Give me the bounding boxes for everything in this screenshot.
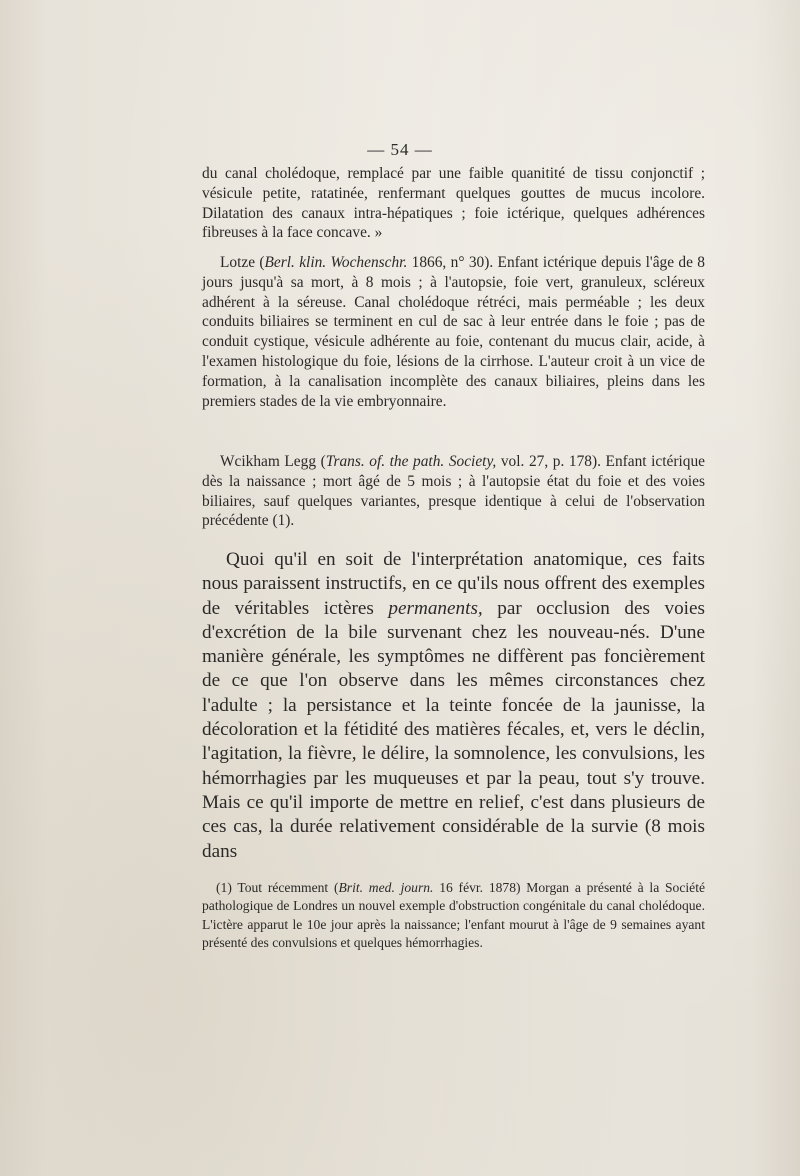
p1-text: du canal cholédoque, remplacé par une faible quanitité de tissu conjonctif ; vésicule petite, ratatinée, renfermant quelques gouttes de mucus incolore. Dilatation des canaux intra-hépatiques ; foie ictérique, quelques adhérences fibreuses à la face concave. » xyxy=(202,165,705,242)
case-paragraph-lotze xyxy=(202,253,705,411)
main-text-part1: Quoi qu'il en soit de l'interprétation anatomique, ces faits nous paraissent instructifs, en ce qu'ils nous offrent des exemples de véritables ictères xyxy=(202,549,705,619)
footnote-body: 16 févr. 1878) Morgan a présenté à la Société pathologique de Londres un nouvel exemple d'obstruction congénitale du canal cholédoque. L'ictère apparut le 10e jour après la naissance; l'enfant mourut à l'âge de 9 semaines ayant présenté des convulsions et quelques hémorrhagies. xyxy=(202,880,706,951)
case-paragraph-continuation xyxy=(202,164,705,243)
p3-citation: Trans. of. the path. Society, xyxy=(325,453,497,470)
case-paragraph-legg xyxy=(202,452,705,531)
main-emphasis: permanents, xyxy=(388,597,483,619)
main-paragraph xyxy=(202,548,705,864)
footnote xyxy=(202,879,705,953)
page-number: — 54 — xyxy=(367,140,433,159)
main-text-part2: par occlusion des voies d'excrétion de la bile survenant chez les nouveau-nés. D'une manière générale, les symptômes ne diffèrent pas foncièrement de ce que l'on observe dans les mêmes circonstances chez l'adulte ; la persistance et la teinte foncée de la jaunisse, la décoloration et la fétidité des matières fécales, et, vers le déclin, l'agitation, la fièvre, le délire, la somnolence, les convulsions, les hémorrhagies par les muqueuses et par la peau, tout s'y trouve. Mais ce qu'il importe de mettre en relief, c'est dans plusieurs de ces cas, la durée relativement considérable de la survie (8 mois dans xyxy=(202,597,705,862)
p2-citation: Berl. klin. Wochenschr. xyxy=(264,254,408,271)
p2-body: 1866, n° 30). Enfant ictérique depuis l'âge de 8 jours jusqu'à sa mort, à 8 mois ; à l'autopsie, foie vert, granuleux, scléreux adhérent à la séreuse. Canal cholédoque rétréci, mais perméable ; les deux conduits biliaires se terminent en cul de sac à leur entrée dans le foie ; pas de conduit cystique, vésicule adhérente au foie, contenant du mucus clair, acide, à l'examen histologique du foie, lésions de la cirrhose. L'auteur croit à un vice de formation, à la canalisation incomplète des canaux biliaires, pleins dans les premiers stades de la vie embryonnaire. xyxy=(202,254,705,410)
footnote-lead: (1) Tout récemment ( xyxy=(216,880,339,895)
p2-author: Lotze ( xyxy=(220,254,265,271)
footnote-citation: Brit. med. journ. xyxy=(338,880,434,895)
p3-author: Wcikham Legg ( xyxy=(220,453,326,470)
p3-body: vol. 27, p. 178). Enfant ictérique dès la naissance ; mort âgé de 5 mois ; à l'autopsie état du foie et des voies biliaires, sauf quelques variantes, presque identique à celui de l'observation précédente (1). xyxy=(202,453,705,530)
